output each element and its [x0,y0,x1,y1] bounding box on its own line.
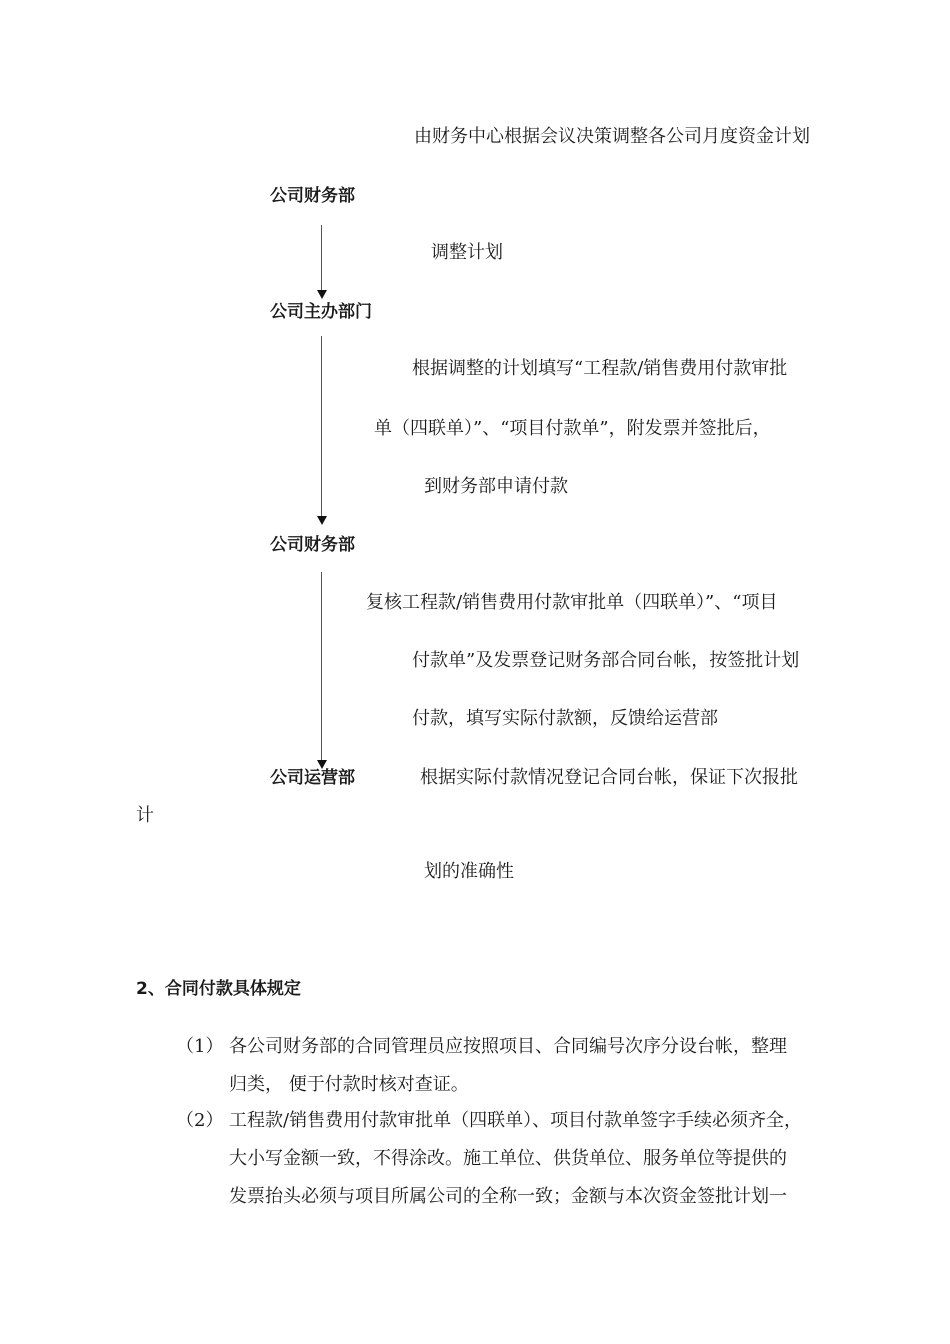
flow-step-1: 调整计划 [431,242,503,263]
list-item-line: 发票抬头必须与项目所属公司的全称一致；金额与本次资金签批计划一 [229,1186,787,1207]
flow-step-4-wrap: 计 [136,805,154,826]
flow-step-2-line-1: 根据调整的计划填写“工程款/销售费用付款审批 [412,358,788,379]
flow-step-2-line-3: 到财务部申请付款 [424,476,568,497]
flow-arrow-2 [317,516,327,525]
flow-node-finance-1: 公司财务部 [270,186,355,206]
list-item-line: 大小写金额一致，不得涂改。施工单位、供货单位、服务单位等提供的 [229,1148,787,1169]
flow-connector-2 [321,336,322,516]
flow-step-3-line-1: 复核工程款/销售费用付款审批单（四联单）”、“项目 [366,592,778,613]
flow-node-host-dept: 公司主办部门 [270,302,372,322]
flow-top-note: 由财务中心根据会议决策调整各公司月度资金计划 [414,126,810,147]
flow-node-finance-2: 公司财务部 [270,535,355,555]
flow-connector-3 [321,572,322,762]
flow-step-4-line-1: 根据实际付款情况登记合同台帐，保证下次报批 [420,767,798,788]
list-item-line: 归类， 便于付款时核对查证。 [229,1074,469,1095]
flow-step-3-line-3: 付款，填写实际付款额，反馈给运营部 [412,708,718,729]
flow-node-operations: 公司运营部 [270,768,355,788]
flow-arrow-1 [317,290,327,299]
flow-step-2-line-2: 单（四联单）”、“项目付款单”，附发票并签批后， [374,418,771,439]
flow-connector-1 [321,225,322,290]
list-item-line: 工程款/销售费用付款审批单（四联单）、项目付款单签字手续必须齐全， [229,1110,803,1131]
flow-step-3-line-2: 付款单”及发票登记财务部合同台帐，按签批计划 [412,650,800,671]
flow-step-4-line-2: 划的准确性 [424,861,514,882]
list-item-number: （2） [176,1110,224,1131]
section-heading: 2、合同付款具体规定 [136,979,301,999]
list-item-number: （1） [176,1036,224,1057]
list-item-line: 各公司财务部的合同管理员应按照项目、合同编号次序分设台帐，整理 [229,1036,787,1057]
